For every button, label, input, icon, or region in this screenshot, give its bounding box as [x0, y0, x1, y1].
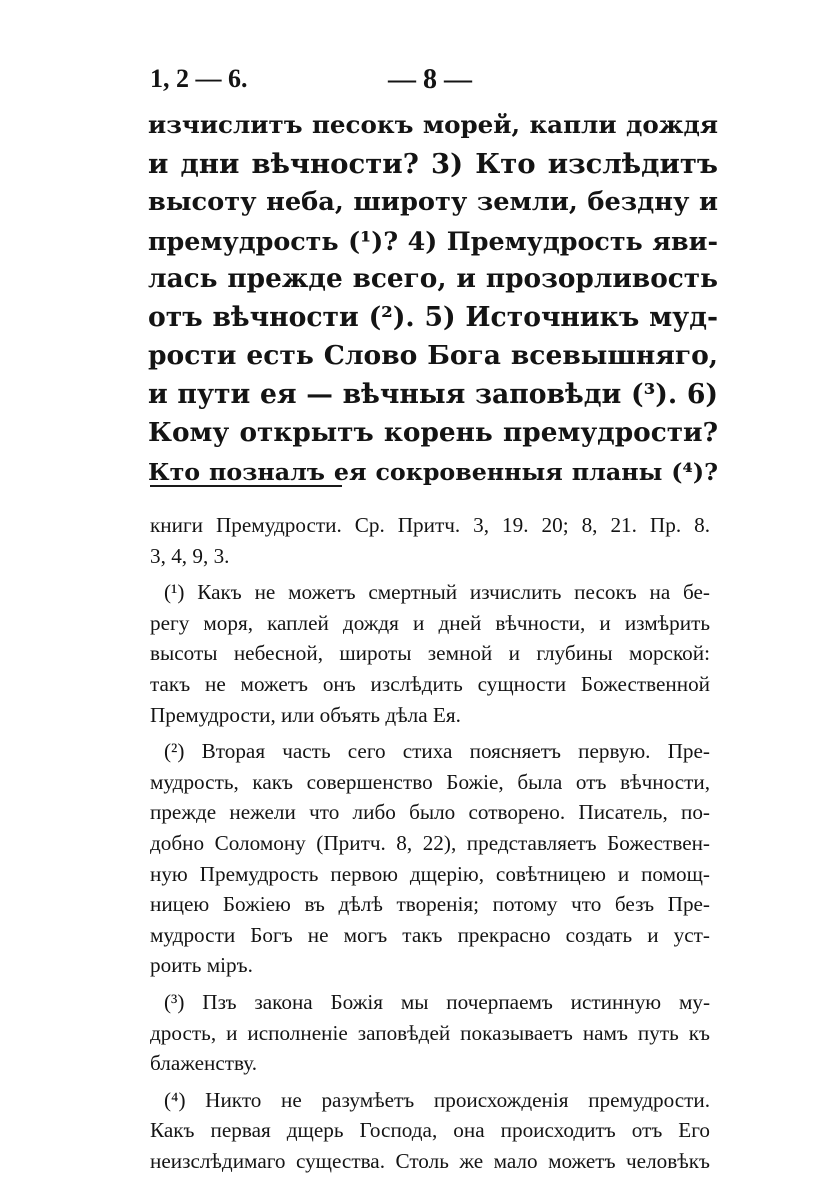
footnote-divider — [150, 485, 342, 487]
main-text-line: и дни вѣчности? 3) Кто изслѣдитъ — [148, 147, 718, 180]
main-text-line: изчислитъ песокъ морей, капли дождя — [148, 110, 718, 139]
footnote-line: Какъ первая дщерь Господа, она происходитъ отъ Его — [150, 1118, 710, 1143]
footnote-1 — [150, 577, 710, 730]
footnote-line: дрость, и исполненіе заповѣдей показываетъ намъ путь къ — [150, 1020, 710, 1045]
footnote-line: мудрость, какъ совершенство Божіе, была отъ вѣчности, — [150, 769, 710, 794]
main-verse-text — [148, 106, 718, 491]
page-header — [150, 58, 710, 98]
footnote-3 — [150, 987, 710, 1079]
footnote-line: добно Соломону (Притч. 8, 22), представляетъ Божествен- — [150, 830, 710, 855]
footnote-line: блаженству. — [150, 1051, 258, 1076]
main-text-line: Кто позналъ ея сокровенныя планы (⁴)? — [148, 457, 718, 486]
footnote-line: регу моря, каплей дождя и дней вѣчности, и измѣрить — [150, 610, 710, 635]
footnote-continuation — [150, 510, 710, 571]
footnote-line: высоты небесной, широты земной и глубины морской: — [150, 641, 710, 666]
footnote-line: роить міръ. — [150, 953, 253, 978]
footnote-line: (²) Вторая часть сего стиха поясняетъ первую. Пре- — [164, 739, 710, 764]
footnote-line: (³) Пзъ закона Божія мы почерпаемъ истинную му- — [164, 989, 710, 1014]
footnote-4 — [150, 1085, 710, 1177]
footnote-2 — [150, 736, 710, 981]
footnote-line: мудрости Богъ не могъ такъ прекрасно создать и уст- — [150, 922, 710, 947]
main-text-line: Кому открытъ корень премудрости? — [148, 417, 718, 448]
main-text-line: высоту неба, широту земли, бездну и — [148, 187, 718, 217]
footnote-line: 3, 4, 9, 3. — [150, 543, 230, 568]
footnote-line: прежде нежели что либо было сотворено. Писатель, по- — [150, 800, 710, 825]
footnote-line: ную Премудрость первою дщерію, совѣтницею и помощ- — [150, 861, 710, 886]
main-text-line: отъ вѣчности (²). 5) Источникъ муд- — [148, 301, 718, 333]
footnote-line: Премудрости, или объять дѣла Ея. — [150, 702, 461, 727]
main-text-line: и пути ея — вѣчныя заповѣди (³). 6) — [148, 378, 718, 410]
verse-reference: 1, 2 — 6. — [150, 64, 248, 93]
footnote-line: (⁴) Никто не разумѣетъ происхожденія премудрости. — [164, 1087, 710, 1112]
page-number: — 8 — — [388, 64, 472, 95]
footnotes — [150, 510, 710, 1182]
main-text-line: лась прежде всего, и прозорливость — [148, 263, 718, 294]
footnote-line: неизслѣдимаго существа. Столь же мало можетъ человѣкъ — [150, 1148, 710, 1173]
footnote-line: такъ не можетъ онъ изслѣдить сущности Божественной — [150, 671, 710, 696]
footnote-line: ницею Божіею въ дѣлѣ творенія; потому что безъ Пре- — [150, 892, 710, 917]
main-text-line: премудрость (¹)? 4) Премудрость яви- — [148, 225, 718, 256]
footnote-line: книги Премудрости. Ср. Притч. 3, 19. 20; 8, 21. Пр. 8. — [150, 513, 710, 537]
footnote-line: (¹) Какъ не можетъ смертный изчислить песокъ на бе- — [164, 580, 710, 605]
main-text-line: рости есть Слово Бога всевышняго, — [148, 340, 718, 371]
